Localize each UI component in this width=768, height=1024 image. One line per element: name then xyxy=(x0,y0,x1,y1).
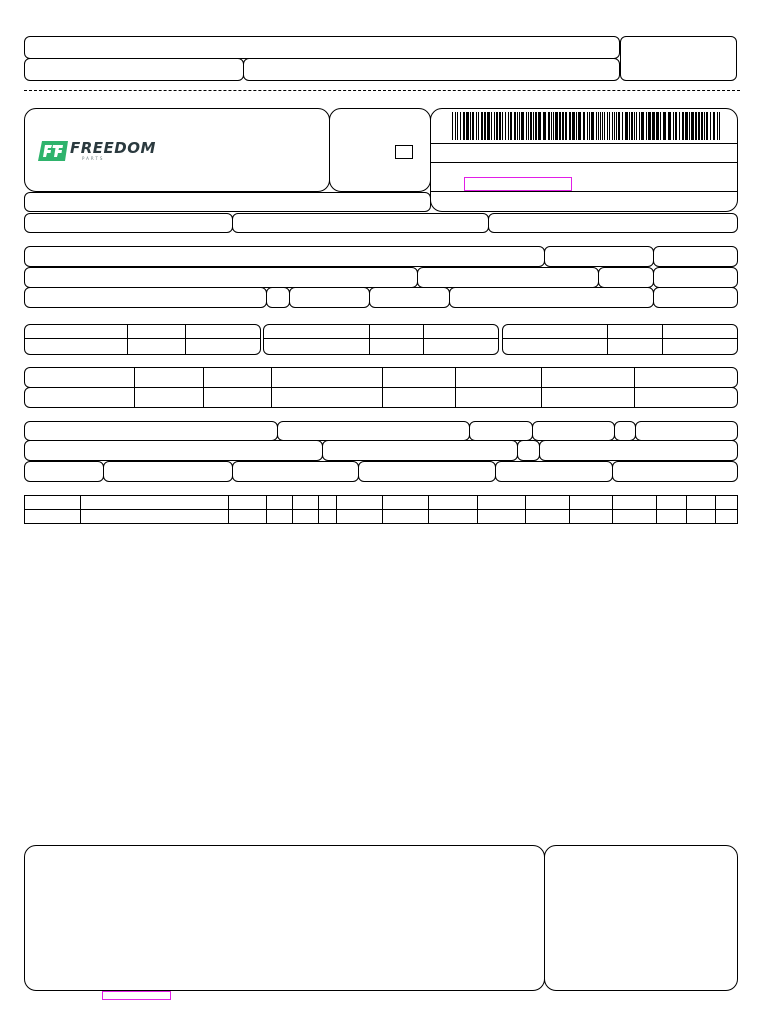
barcode-bar xyxy=(689,112,690,140)
state-registration-field xyxy=(24,213,233,233)
logo-wordmark: FREEDOM xyxy=(70,139,156,157)
barcode-bar xyxy=(713,112,715,140)
net-weight-field xyxy=(612,461,738,482)
barcode-bar xyxy=(612,112,613,140)
products-col-9 xyxy=(477,495,478,524)
barcode-bar xyxy=(719,112,720,140)
volume-quantity-field xyxy=(24,461,104,482)
duplicate-1-divider xyxy=(24,338,261,339)
products-col-3 xyxy=(266,495,267,524)
stub-date-field xyxy=(24,58,244,81)
stub-received-field xyxy=(24,36,620,59)
barcode-bar xyxy=(530,112,532,140)
duplicate-3-box xyxy=(502,324,738,355)
barcode-bar xyxy=(572,112,575,140)
tax-calc-col-5 xyxy=(455,367,456,408)
barcode-bar xyxy=(616,112,617,140)
recipient-name-field xyxy=(24,246,545,267)
barcode-bar xyxy=(625,112,628,140)
barcode-bar xyxy=(663,112,666,140)
barcode-bar xyxy=(478,112,479,140)
duplicate-1-col-2 xyxy=(185,324,186,355)
barcode-bar xyxy=(660,112,661,140)
exit-time-field xyxy=(653,287,738,308)
barcode-bar xyxy=(565,112,567,140)
duplicate-2-col-1 xyxy=(369,324,370,355)
duplicate-1-box xyxy=(24,324,261,355)
duplicate-3-divider xyxy=(502,338,738,339)
freight-field xyxy=(277,421,470,441)
cut-line xyxy=(24,90,740,91)
barcode-bar xyxy=(452,112,453,140)
barcode-bar xyxy=(496,112,498,140)
stub-nfe-number-box xyxy=(620,36,737,81)
barcode-bar xyxy=(543,112,546,140)
barcode-bar xyxy=(562,112,564,140)
carrier-ie-field xyxy=(539,440,738,461)
barcode-bar xyxy=(538,112,541,140)
access-key-divider-3 xyxy=(430,191,738,192)
barcode-bar xyxy=(472,112,474,140)
duplicate-3-col-2 xyxy=(662,324,663,355)
barcode-bar xyxy=(533,112,534,140)
tax-calc-row-1 xyxy=(24,367,738,388)
barcode-bar xyxy=(576,112,577,140)
barcode-bar xyxy=(589,112,590,140)
barcode-bar xyxy=(487,112,490,140)
products-col-13 xyxy=(656,495,657,524)
barcode-bar xyxy=(499,112,501,140)
barcode-bar xyxy=(602,112,603,140)
products-col-12 xyxy=(612,495,613,524)
cnpj-field xyxy=(488,213,738,233)
fisco-reserved-box xyxy=(544,845,738,991)
logo-tagline: PARTS xyxy=(82,156,105,161)
recipient-uf-field xyxy=(266,287,290,308)
barcode-bar xyxy=(609,112,610,140)
barcode-bar xyxy=(636,112,637,140)
barcode-bar xyxy=(673,112,674,140)
barcode-bar xyxy=(548,112,550,140)
barcode-bar xyxy=(528,112,529,140)
barcode-bar xyxy=(656,112,659,140)
barcode-bar xyxy=(652,112,655,140)
tax-calc-col-3 xyxy=(271,367,272,408)
carrier-cnpj-field xyxy=(635,421,738,441)
duplicate-2-col-2 xyxy=(423,324,424,355)
barcode-bar xyxy=(622,112,623,140)
carrier-uf-field xyxy=(517,440,540,461)
barcode-bar xyxy=(551,112,552,140)
products-col-6 xyxy=(336,495,337,524)
entry-exit-checkbox[interactable] xyxy=(395,145,413,159)
products-col-10 xyxy=(525,495,526,524)
barcode-bar xyxy=(706,112,708,140)
additional-info-box xyxy=(24,845,545,991)
barcode-bar xyxy=(682,112,684,140)
barcode-bar xyxy=(704,112,705,140)
company-logo xyxy=(38,139,158,165)
products-col-15 xyxy=(715,495,716,524)
products-col-2 xyxy=(228,495,229,524)
danfe-box xyxy=(329,108,431,192)
barcode-icon xyxy=(452,112,722,140)
volume-numbering-field xyxy=(358,461,496,482)
gross-weight-field xyxy=(495,461,613,482)
barcode-bar xyxy=(526,112,527,140)
products-col-8 xyxy=(428,495,429,524)
recipient-district-field xyxy=(417,267,599,288)
barcode-bar xyxy=(466,112,469,140)
products-col-1 xyxy=(80,495,81,524)
barcode-bar xyxy=(591,112,594,140)
barcode-bar xyxy=(514,112,516,140)
duplicate-2-divider xyxy=(263,338,499,339)
barcode-bar xyxy=(600,112,601,140)
products-col-14 xyxy=(686,495,687,524)
barcode-bar xyxy=(517,112,518,140)
access-key-highlight xyxy=(464,177,572,191)
emission-date-field xyxy=(653,246,738,267)
tax-calc-row-2 xyxy=(24,387,738,408)
recipient-phone-field xyxy=(289,287,370,308)
barcode-bar xyxy=(679,112,680,140)
barcode-bar xyxy=(596,112,597,140)
barcode-bar xyxy=(598,112,599,140)
volume-species-field xyxy=(103,461,233,482)
state-registration-st-field xyxy=(232,213,489,233)
duplicate-2-box xyxy=(263,324,499,355)
barcode-bar xyxy=(685,112,688,140)
carrier-name-field xyxy=(24,421,278,441)
access-key-divider-2 xyxy=(430,162,738,163)
barcode-bar xyxy=(607,112,608,140)
access-key-divider-1 xyxy=(430,143,738,144)
barcode-bar xyxy=(618,112,620,140)
barcode-bar xyxy=(641,112,644,140)
barcode-bar xyxy=(639,112,640,140)
barcode-bar xyxy=(510,112,512,140)
recipient-city-field xyxy=(24,287,267,308)
footer-highlight xyxy=(102,991,171,1000)
barcode-bar xyxy=(508,112,509,140)
tax-calc-col-7 xyxy=(634,367,635,408)
products-col-5 xyxy=(318,495,319,524)
barcode-bar xyxy=(717,112,718,140)
tax-calc-col-4 xyxy=(382,367,383,408)
barcode-bar xyxy=(646,112,647,140)
stub-signature-field xyxy=(243,58,620,81)
barcode-bar xyxy=(521,112,524,140)
barcode-bar xyxy=(587,112,588,140)
recipient-cep-field xyxy=(598,267,654,288)
barcode-bar xyxy=(519,112,520,140)
barcode-bar xyxy=(695,112,697,140)
barcode-bar xyxy=(470,112,471,140)
exit-date-field xyxy=(653,267,738,288)
duplicate-1-col-1 xyxy=(127,324,128,355)
barcode-bar xyxy=(555,112,558,140)
antt-code-field xyxy=(469,421,533,441)
barcode-bar xyxy=(634,112,635,140)
barcode-bar xyxy=(668,112,671,140)
barcode-bar xyxy=(460,112,461,140)
recipient-cnpj-field xyxy=(544,246,654,267)
duplicate-3-col-1 xyxy=(607,324,608,355)
recipient-ie-field xyxy=(369,287,450,308)
barcode-bar xyxy=(583,112,585,140)
barcode-bar xyxy=(463,112,465,140)
barcode-bar xyxy=(675,112,677,140)
tax-calc-col-2 xyxy=(203,367,204,408)
barcode-bar xyxy=(648,112,651,140)
barcode-bar xyxy=(491,112,492,140)
barcode-bar xyxy=(484,112,486,140)
vehicle-plate-field xyxy=(532,421,615,441)
products-table-header xyxy=(24,495,738,510)
barcode-bar xyxy=(494,112,495,140)
barcode-bar xyxy=(535,112,537,140)
barcode-bar xyxy=(629,112,630,140)
barcode-bar xyxy=(691,112,694,140)
tax-calc-col-1 xyxy=(134,367,135,408)
vehicle-uf-field xyxy=(614,421,636,441)
products-col-7 xyxy=(382,495,383,524)
carrier-address-field xyxy=(24,440,323,461)
recipient-email-field xyxy=(449,287,654,308)
barcode-bar xyxy=(569,112,571,140)
products-col-4 xyxy=(292,495,293,524)
barcode-bar xyxy=(701,112,703,140)
barcode-bar xyxy=(614,112,615,140)
barcode-bar xyxy=(578,112,581,140)
products-table-row xyxy=(24,509,738,524)
nature-operation-field xyxy=(24,192,431,212)
carrier-city-field xyxy=(322,440,518,461)
barcode-bar xyxy=(631,112,633,140)
barcode-bar xyxy=(553,112,554,140)
barcode-bar xyxy=(502,112,503,140)
freedom-logo-icon xyxy=(38,139,68,161)
recipient-address-field xyxy=(24,267,418,288)
tax-calc-col-6 xyxy=(541,367,542,408)
barcode-bar xyxy=(476,112,477,140)
barcode-bar xyxy=(455,112,456,140)
barcode-bar xyxy=(481,112,483,140)
volume-brand-field xyxy=(232,461,359,482)
barcode-bar xyxy=(710,112,711,140)
barcode-bar xyxy=(604,112,605,140)
barcode-bar xyxy=(559,112,561,140)
products-col-11 xyxy=(569,495,570,524)
barcode-bar xyxy=(457,112,458,140)
barcode-bar xyxy=(505,112,506,140)
barcode-bar xyxy=(698,112,700,140)
